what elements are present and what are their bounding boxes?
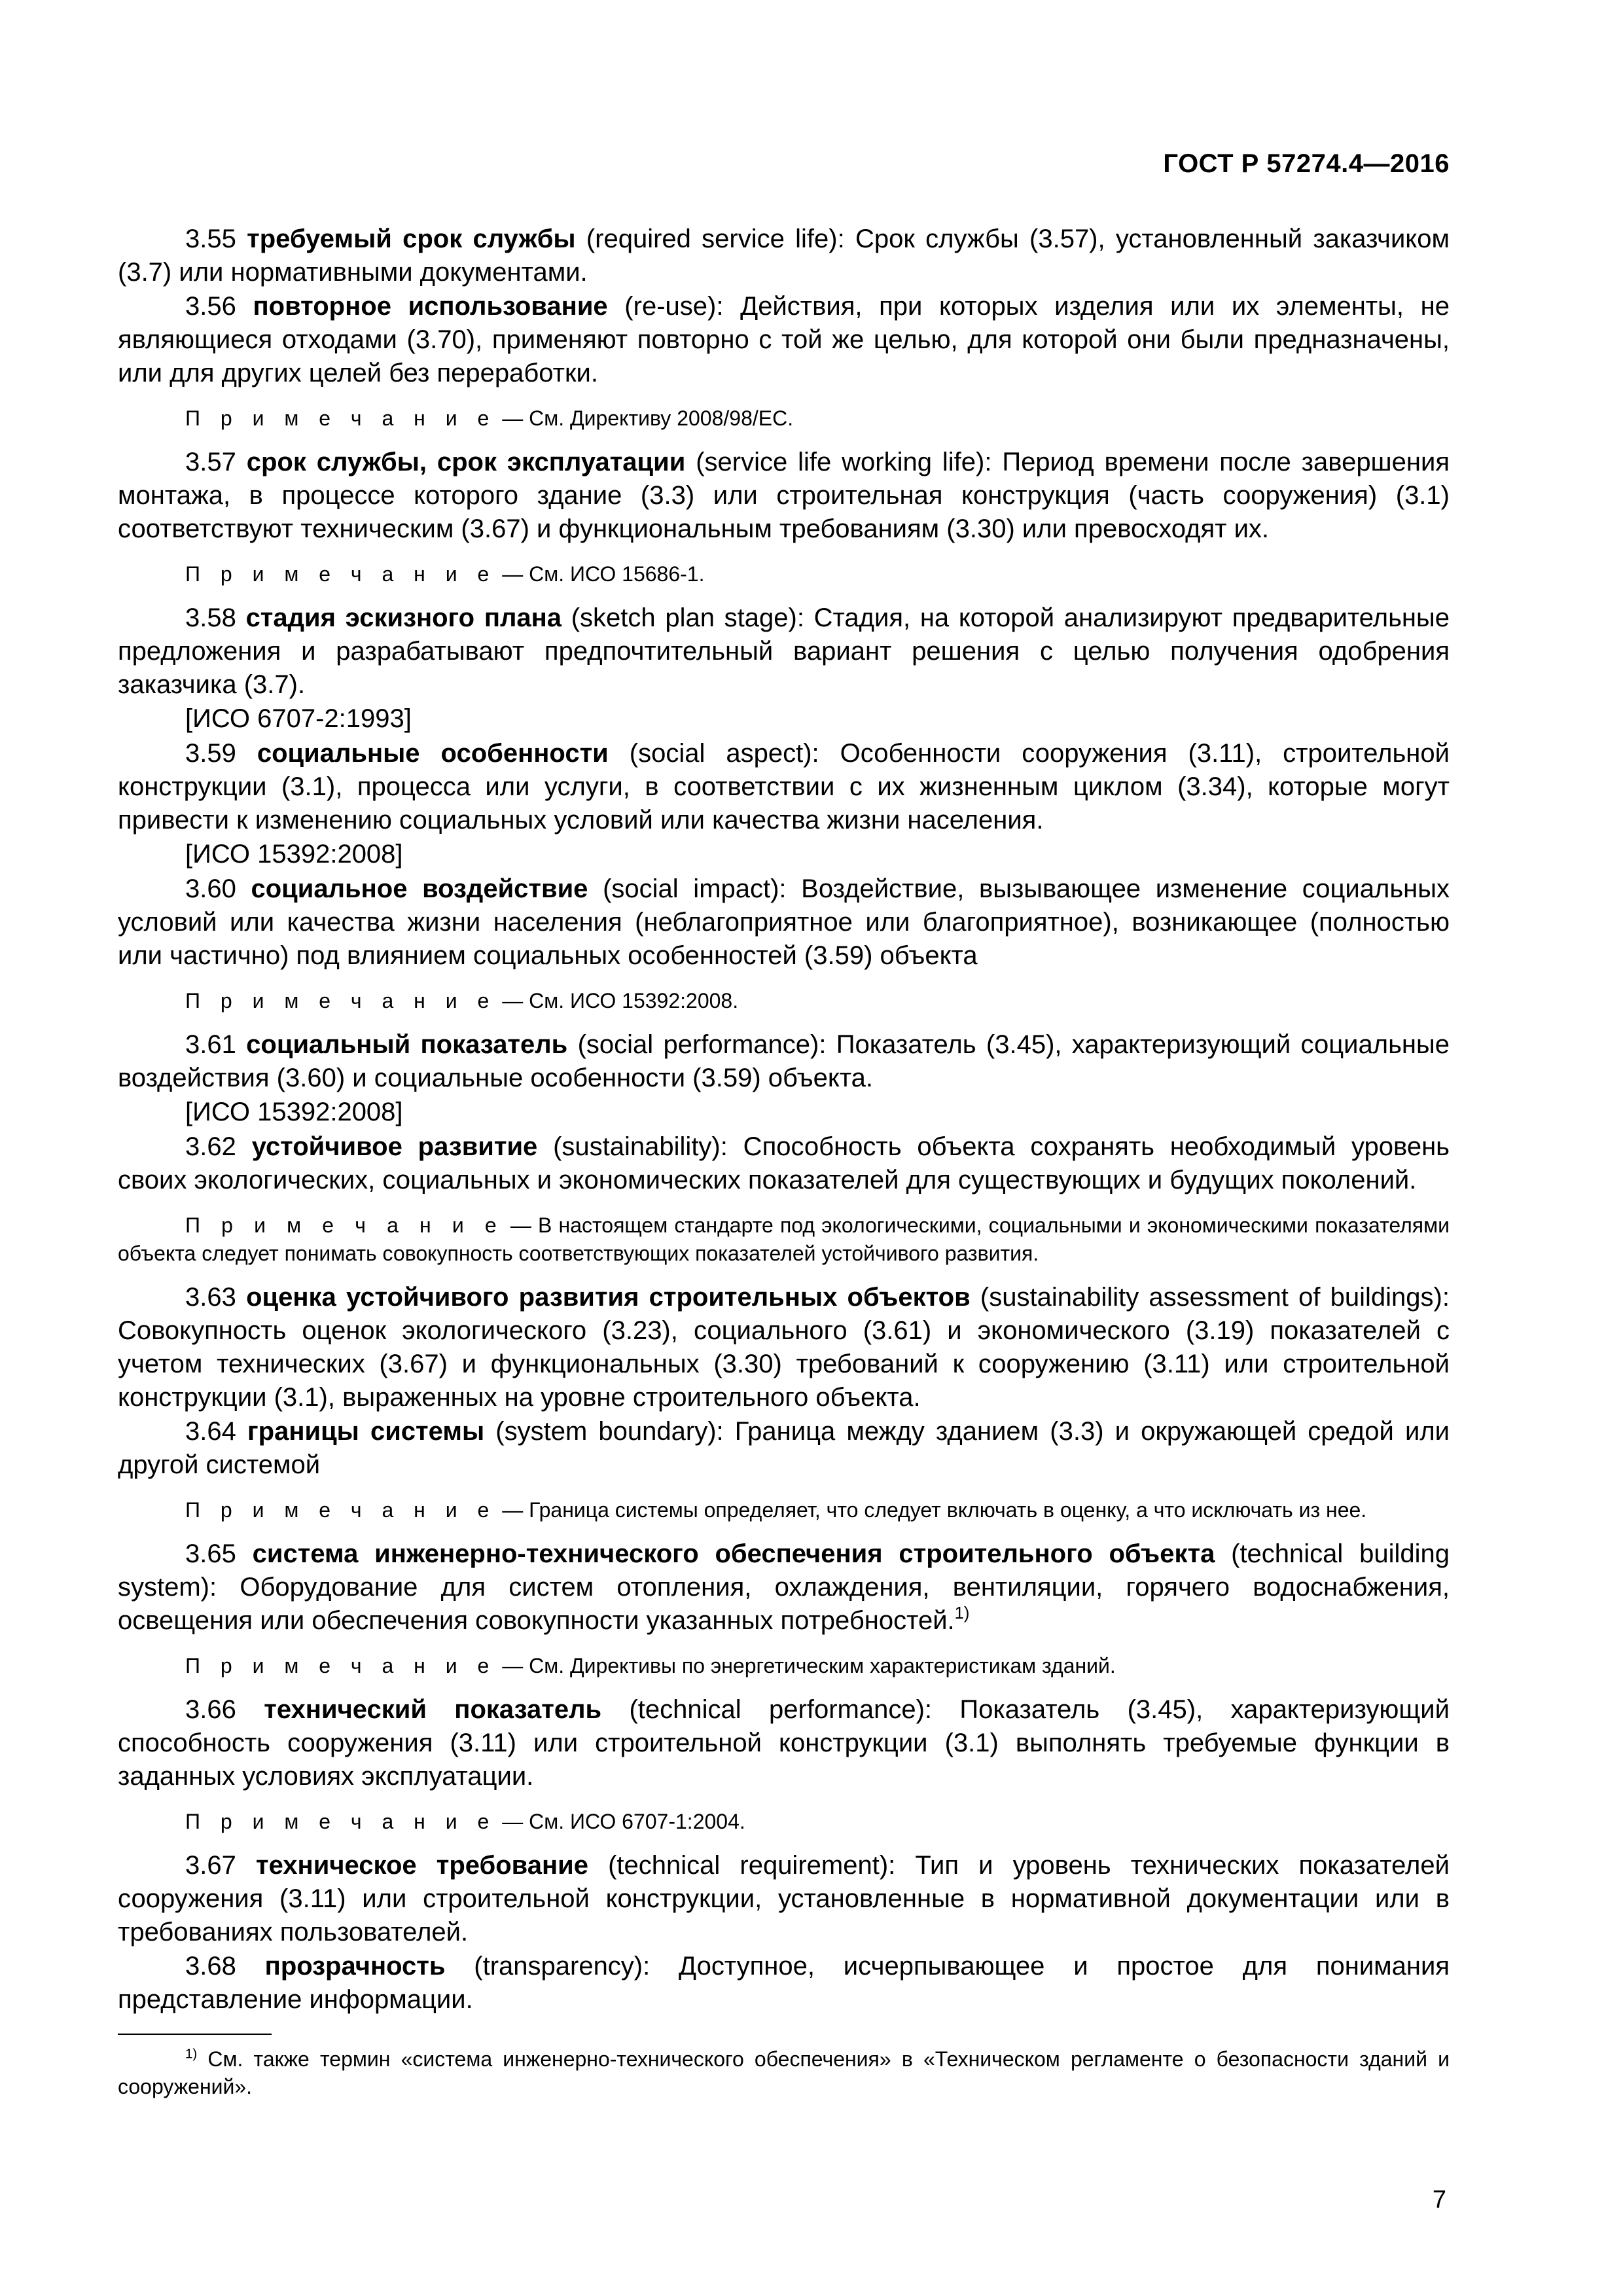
entry-number: 3.61 bbox=[185, 1030, 236, 1059]
entry-term: срок службы, срок эксплуатации bbox=[246, 448, 686, 476]
note-text: — В настоящем стандарте под экологическими, социальными и экономическими показателями объекта следует понимать совокупность соответствующих показателей устойчивого развития. bbox=[118, 1213, 1450, 1265]
entry-term: прозрачность bbox=[264, 1952, 446, 1981]
entry-number: 3.64 bbox=[185, 1417, 236, 1446]
term-entry bbox=[118, 737, 1450, 837]
entry-term: устойчивое развитие bbox=[251, 1132, 538, 1161]
term-entry bbox=[118, 1693, 1450, 1793]
entry-term: система инженерно-технического обеспечения строительного объекта bbox=[252, 1539, 1215, 1568]
source-reference: [ИСО 6707-2:1993] bbox=[185, 704, 412, 733]
entry-term: повторное использование bbox=[253, 292, 608, 321]
entry-term: стадия эскизного плана bbox=[245, 603, 562, 632]
entry-definition: (technical requirement): Тип и уровень технических показателей сооружения (3.11) или строительной конструкции, установленные в нормативной документации или в требованиях пользователей. bbox=[118, 1851, 1450, 1946]
note bbox=[118, 1496, 1450, 1524]
note-text: — См. ИСО 15686-1. bbox=[496, 562, 705, 586]
source-reference: [ИСО 15392:2008] bbox=[185, 1098, 403, 1126]
term-entry bbox=[118, 601, 1450, 702]
entry-definition: (technical performance): Показатель (3.45), характеризующий способность сооружения (3.11) или строительной конструкции (3.1) выполнять требуемые функции в заданных условиях эксплуатации. bbox=[118, 1695, 1450, 1791]
entry-term: требуемый срок службы bbox=[247, 224, 576, 253]
entry-definition: (social impact): Воздействие, вызывающее изменение социальных условий или качества жизни населения (неблагоприятное или благоприятное), возникающее (полностью или частично) под влиянием социальных особенностей (3.59) объекта bbox=[118, 874, 1450, 970]
entry-definition: (sustainability): Способность объекта сохранять необходимый уровень своих экологических, социальных и экономических показателей для существующих и будущих поколений. bbox=[118, 1132, 1450, 1194]
note-text: — См. ИСО 15392:2008. bbox=[496, 989, 739, 1013]
term-entry bbox=[118, 1281, 1450, 1414]
note-text: — См. Директиву 2008/98/ЕС. bbox=[496, 406, 794, 430]
entry-definition: (transparency): Доступное, исчерпывающее и простое для понимания представление информации. bbox=[118, 1952, 1450, 2014]
entry-definition: (required service life): Срок службы (3.57), установленный заказчиком (3.7) или нормативными документами. bbox=[118, 224, 1450, 287]
note-label: П р и м е ч а н и е bbox=[185, 562, 497, 586]
entry-definition: (system boundary): Граница между зданием (3.3) и окружающей средой или другой системой bbox=[118, 1417, 1450, 1479]
footnote-text: См. также термин «система инженерно-технического обеспечения» в «Техническом регламенте о безопасности зданий и сооружений». bbox=[118, 2047, 1450, 2098]
entry-definition: (sustainability assessment of buildings): Совокупность оценок экологического (3.23), социального (3.61) и экономического (3.19) показателей с учетом технических (3.67) и функциональных (3.30) требований к сооружению (3.11) или строительной конструкции (3.1), выраженных на уровне строительного объекта. bbox=[118, 1283, 1450, 1412]
term-entry bbox=[118, 1950, 1450, 2017]
note-text: — Граница системы определяет, что следует включать в оценку, а что исключать из нее. bbox=[496, 1498, 1367, 1522]
note bbox=[118, 1652, 1450, 1680]
term-entry bbox=[118, 1415, 1450, 1482]
page-number: 7 bbox=[1432, 2186, 1446, 2214]
term-entry bbox=[118, 1849, 1450, 1949]
note-label: П р и м е ч а н и е bbox=[185, 989, 497, 1013]
note bbox=[118, 1808, 1450, 1836]
entry-number: 3.58 bbox=[185, 603, 236, 632]
term-entry bbox=[118, 872, 1450, 973]
note bbox=[118, 560, 1450, 588]
entry-number: 3.66 bbox=[185, 1695, 236, 1724]
entry-number: 3.60 bbox=[185, 874, 236, 903]
entry-number: 3.55 bbox=[185, 224, 236, 253]
note-label: П р и м е ч а н и е bbox=[185, 406, 497, 430]
entry-term: социальный показатель bbox=[246, 1030, 568, 1059]
entry-number: 3.65 bbox=[185, 1539, 236, 1568]
note-label: П р и м е ч а н и е bbox=[185, 1498, 497, 1522]
footnote-mark: 1) bbox=[185, 2046, 198, 2062]
footnote-divider bbox=[118, 2034, 272, 2035]
entry-number: 3.63 bbox=[185, 1283, 236, 1312]
entry-term: границы системы bbox=[247, 1417, 485, 1446]
note-text: — См. Директивы по энергетическим характеристикам зданий. bbox=[496, 1654, 1116, 1677]
note bbox=[118, 1211, 1450, 1268]
note-label: П р и м е ч а н и е bbox=[185, 1213, 504, 1237]
entry-definition: (technical building system): Оборудование для систем отопления, охлаждения, вентиляции, горячего водоснабжения, освещения или обеспечения совокупности указанных потребностей. bbox=[118, 1539, 1450, 1635]
entry-term: социальное воздействие bbox=[251, 874, 588, 903]
note bbox=[118, 987, 1450, 1015]
entry-number: 3.56 bbox=[185, 292, 236, 321]
entry-term: социальные особенности bbox=[257, 739, 609, 768]
note-label: П р и м е ч а н и е bbox=[185, 1654, 497, 1677]
standard-header: ГОСТ Р 57274.4—2016 bbox=[1163, 149, 1450, 178]
document-body bbox=[118, 223, 1450, 2100]
entry-definition: (service life working life): Период времени после завершения монтажа, в процессе которого здание (3.3) или строительная конструкция (часть сооружения) (3.1) соответствуют техническим (3.67) и функциональным требованиям (3.30) или превосходят их. bbox=[118, 448, 1450, 543]
footnote bbox=[118, 2045, 1450, 2100]
entry-definition: (social performance): Показатель (3.45), характеризующий социальные воздействия (3.60) и социальные особенности (3.59) объекта. bbox=[118, 1030, 1450, 1092]
entry-definition: (re-use): Действия, при которых изделия или их элементы, не являющиеся отходами (3.70), применяют повторно с той же целью, для которой они были предназначены, или для других целей без переработки. bbox=[118, 292, 1450, 387]
entry-number: 3.68 bbox=[185, 1952, 236, 1981]
term-entry bbox=[118, 290, 1450, 390]
entry-number: 3.62 bbox=[185, 1132, 236, 1161]
note-text: — См. ИСО 6707-1:2004. bbox=[496, 1810, 745, 1833]
entry-definition: (sketch plan stage): Стадия, на которой анализируют предварительные предложения и разрабатывают предпочтительный вариант решения с целью получения одобрения заказчика (3.7). bbox=[118, 603, 1450, 699]
term-entry bbox=[118, 1537, 1450, 1638]
term-entry bbox=[118, 1028, 1450, 1095]
term-entry bbox=[118, 1130, 1450, 1197]
entry-term: технический показатель bbox=[264, 1695, 602, 1724]
note bbox=[118, 404, 1450, 433]
source-reference: [ИСО 15392:2008] bbox=[185, 840, 403, 869]
footnote-reference: 1) bbox=[954, 1604, 970, 1623]
entry-number: 3.67 bbox=[185, 1851, 236, 1880]
entry-number: 3.59 bbox=[185, 739, 236, 768]
entry-term: техническое требование bbox=[255, 1851, 588, 1880]
entry-number: 3.57 bbox=[185, 448, 236, 476]
entry-definition: (social aspect): Особенности сооружения (3.11), строительной конструкции (3.1), процесса или услуги, в соответствии с их жизненным циклом (3.34), которые могут привести к изменению социальных условий или качества жизни населения. bbox=[118, 739, 1450, 834]
note-label: П р и м е ч а н и е bbox=[185, 1810, 497, 1833]
entry-term: оценка устойчивого развития строительных объектов bbox=[246, 1283, 971, 1312]
term-entry bbox=[118, 223, 1450, 289]
term-entry bbox=[118, 446, 1450, 546]
